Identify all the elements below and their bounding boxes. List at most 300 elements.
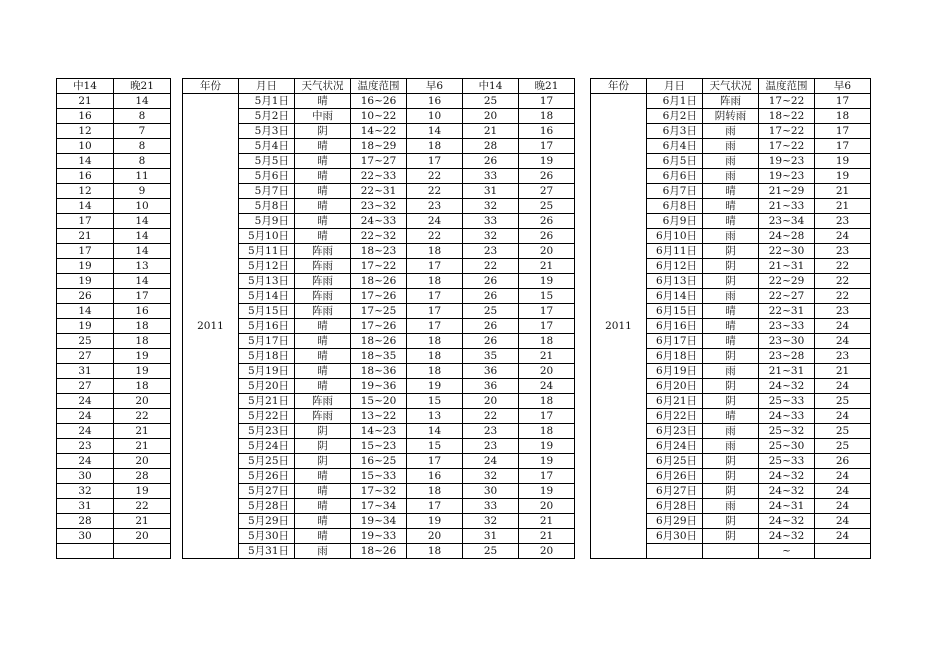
table-row [57,544,171,559]
cell-morning-6 [815,544,871,559]
table-row [183,229,575,244]
cell-date: 6月19日 [647,364,703,379]
cell-temp-range: 22~31 [351,184,407,199]
table-row [57,199,171,214]
cell-morning-6: 18 [407,274,463,289]
cell-morning-6: 24 [815,319,871,334]
cell-weather: 阴 [703,469,759,484]
table-row [183,169,575,184]
cell-date: 5月17日 [239,334,295,349]
cell-temp-range: 18~35 [351,349,407,364]
cell-weather: 阴 [703,454,759,469]
cell-evening-21: 26 [519,229,575,244]
cell-date: 6月21日 [647,394,703,409]
table-row [183,109,575,124]
cell-date: 5月16日 [239,319,295,334]
table-row [183,409,575,424]
table-row [183,259,575,274]
cell-weather: 晴 [703,334,759,349]
header-cell: 温度范围 [351,79,407,94]
cell-date: 5月12日 [239,259,295,274]
cell-date: 5月7日 [239,184,295,199]
cell-temp-range: 22~32 [351,229,407,244]
cell-temp-range: 24~32 [759,379,815,394]
header-cell: 中14 [57,79,114,94]
table-row [57,349,171,364]
cell-morning-6: 22 [407,169,463,184]
header-cell: 中14 [463,79,519,94]
cell-afternoon-14: 23 [463,424,519,439]
cell-morning-6: 18 [407,349,463,364]
cell-afternoon-14: 21 [57,94,114,109]
cell-weather: 雨 [295,544,351,559]
cell-morning-6: 14 [407,124,463,139]
cell-morning-6: 16 [407,469,463,484]
cell-afternoon-14: 32 [463,514,519,529]
cell-morning-6: 18 [407,139,463,154]
cell-weather: 晴 [703,184,759,199]
cell-date: 5月13日 [239,274,295,289]
cell-date: 6月29日 [647,514,703,529]
table-row [57,424,171,439]
cell-afternoon-14: 32 [463,199,519,214]
cell-date: 5月23日 [239,424,295,439]
cell-weather: 阴 [295,439,351,454]
cell-morning-6: 24 [815,409,871,424]
cell-afternoon-14: 20 [463,109,519,124]
cell-afternoon-14: 32 [463,469,519,484]
cell-evening-21: 11 [114,169,171,184]
cell-temp-range: 16~25 [351,454,407,469]
table-row [183,244,575,259]
cell-weather: 晴 [295,154,351,169]
cell-evening-21: 21 [519,529,575,544]
cell-afternoon-14: 23 [57,439,114,454]
cell-afternoon-14 [57,544,114,559]
cell-afternoon-14: 14 [57,304,114,319]
table-row [57,259,171,274]
cell-morning-6: 22 [407,229,463,244]
cell-morning-6: 23 [815,304,871,319]
cell-evening-21: 20 [114,529,171,544]
cell-weather: 阵雨 [295,394,351,409]
cell-weather: 晴 [295,499,351,514]
cell-date: 6月22日 [647,409,703,424]
cell-afternoon-14: 33 [463,499,519,514]
table-row [57,214,171,229]
cell-weather: 阵雨 [703,94,759,109]
table-row [183,499,575,514]
table-row [57,139,171,154]
cell-evening-21: 17 [519,304,575,319]
cell-afternoon-14: 17 [57,214,114,229]
cell-afternoon-14: 21 [463,124,519,139]
cell-afternoon-14: 10 [57,139,114,154]
cell-temp-range: 21~29 [759,184,815,199]
cell-weather: 雨 [703,169,759,184]
table-row [57,484,171,499]
cell-date: 5月2日 [239,109,295,124]
cell-afternoon-14: 36 [463,379,519,394]
cell-date: 5月29日 [239,514,295,529]
table-row [183,529,575,544]
cell-year: 2011 [183,94,239,559]
table-afternoon-evening-left [56,78,171,559]
header-cell: 早6 [407,79,463,94]
header-cell: 晚21 [114,79,171,94]
cell-weather: 晴 [703,409,759,424]
cell-date: 5月26日 [239,469,295,484]
cell-afternoon-14: 14 [57,154,114,169]
cell-weather: 晴 [295,169,351,184]
cell-date: 5月24日 [239,439,295,454]
table-row [183,469,575,484]
cell-afternoon-14: 24 [57,409,114,424]
cell-weather: 晴 [295,214,351,229]
cell-evening-21: 25 [519,199,575,214]
cell-temp-range: 18~26 [351,544,407,559]
cell-weather: 晴 [295,364,351,379]
cell-weather: 雨 [703,424,759,439]
cell-evening-21: 18 [114,319,171,334]
cell-evening-21: 21 [114,439,171,454]
cell-weather: 阵雨 [295,289,351,304]
cell-morning-6: 17 [407,319,463,334]
cell-afternoon-14: 33 [463,214,519,229]
cell-date: 5月25日 [239,454,295,469]
cell-date: 6月25日 [647,454,703,469]
cell-evening-21: 20 [519,364,575,379]
cell-morning-6: 22 [815,274,871,289]
table-row [183,514,575,529]
cell-afternoon-14: 19 [57,274,114,289]
cell-date: 6月26日 [647,469,703,484]
cell-date: 5月9日 [239,214,295,229]
cell-temp-range: 24~31 [759,499,815,514]
cell-date: 6月12日 [647,259,703,274]
cell-temp-range: 17~22 [759,139,815,154]
cell-afternoon-14: 27 [57,349,114,364]
header-cell: 晚21 [519,79,575,94]
cell-afternoon-14: 26 [57,289,114,304]
cell-date: 5月6日 [239,169,295,184]
cell-temp-range: 17~27 [351,154,407,169]
cell-weather: 阴 [703,529,759,544]
cell-morning-6: 24 [407,214,463,229]
cell-afternoon-14: 24 [57,424,114,439]
cell-evening-21 [114,544,171,559]
table-row [57,394,171,409]
cell-temp-range: 18~22 [759,109,815,124]
table-row [57,94,171,109]
cell-afternoon-14: 32 [463,229,519,244]
cell-evening-21: 21 [114,514,171,529]
cell-temp-range: 19~23 [759,154,815,169]
cell-afternoon-14: 31 [57,499,114,514]
header-cell: 年份 [591,79,647,94]
cell-date: 5月3日 [239,124,295,139]
cell-weather: 晴 [295,529,351,544]
cell-morning-6: 23 [815,244,871,259]
cell-evening-21: 20 [114,454,171,469]
cell-temp-range: 17~26 [351,289,407,304]
cell-temp-range: 22~29 [759,274,815,289]
table-row [183,199,575,214]
table-row [57,289,171,304]
cell-afternoon-14: 24 [57,394,114,409]
header-cell: 天气状况 [703,79,759,94]
cell-weather: 雨 [703,139,759,154]
cell-weather: 阴 [295,124,351,139]
header-cell: 温度范围 [759,79,815,94]
cell-date: 6月6日 [647,169,703,184]
header-cell: 月日 [647,79,703,94]
cell-weather: 阴 [703,394,759,409]
cell-afternoon-14: 23 [463,244,519,259]
cell-evening-21: 19 [519,154,575,169]
cell-morning-6: 13 [407,409,463,424]
cell-morning-6: 24 [815,529,871,544]
cell-evening-21: 18 [114,379,171,394]
cell-date: 5月20日 [239,379,295,394]
cell-date: 5月31日 [239,544,295,559]
cell-temp-range: 23~32 [351,199,407,214]
table-row [183,544,575,559]
cell-temp-range: 15~33 [351,469,407,484]
table-row [57,439,171,454]
cell-evening-21: 8 [114,109,171,124]
cell-evening-21: 19 [114,484,171,499]
table-row [183,304,575,319]
cell-evening-21: 17 [519,409,575,424]
cell-evening-21: 26 [519,214,575,229]
cell-morning-6: 21 [815,199,871,214]
cell-evening-21: 20 [519,544,575,559]
cell-weather: 阴 [295,424,351,439]
cell-evening-21: 14 [114,229,171,244]
header-row [591,79,871,94]
table-row [183,379,575,394]
cell-afternoon-14: 26 [463,154,519,169]
cell-temp-range: 10~22 [351,109,407,124]
cell-temp-range: 17~34 [351,499,407,514]
cell-morning-6: 24 [815,469,871,484]
cell-morning-6: 22 [407,184,463,199]
cell-weather: 雨 [703,154,759,169]
cell-morning-6: 10 [407,109,463,124]
cell-morning-6: 19 [407,514,463,529]
cell-temp-range: 14~22 [351,124,407,139]
cell-morning-6: 21 [815,364,871,379]
table-row [57,154,171,169]
cell-temp-range: 19~33 [351,529,407,544]
cell-temp-range: 17~32 [351,484,407,499]
cell-date: 6月3日 [647,124,703,139]
cell-afternoon-14: 16 [57,169,114,184]
cell-weather: 阵雨 [295,244,351,259]
cell-temp-range: 24~32 [759,514,815,529]
cell-afternoon-14: 20 [463,394,519,409]
table-row [183,124,575,139]
cell-weather: 晴 [295,379,351,394]
cell-temp-range: 17~22 [759,94,815,109]
cell-weather: 雨 [703,289,759,304]
cell-temp-range: 22~27 [759,289,815,304]
table-row [57,334,171,349]
cell-afternoon-14: 33 [463,169,519,184]
cell-date: 6月11日 [647,244,703,259]
cell-evening-21: 28 [114,469,171,484]
cell-date: 6月14日 [647,289,703,304]
cell-temp-range: 25~33 [759,394,815,409]
cell-weather: 阴 [703,349,759,364]
cell-temp-range: 24~28 [759,229,815,244]
table-row [57,109,171,124]
cell-evening-21: 20 [519,244,575,259]
cell-date: 5月15日 [239,304,295,319]
cell-temp-range: 22~30 [759,244,815,259]
header-cell: 天气状况 [295,79,351,94]
cell-afternoon-14: 12 [57,124,114,139]
cell-evening-21: 10 [114,199,171,214]
cell-evening-21: 16 [114,304,171,319]
table-row [183,214,575,229]
cell-temp-range: 23~33 [759,319,815,334]
cell-afternoon-14: 14 [57,199,114,214]
cell-evening-21: 14 [114,274,171,289]
cell-morning-6: 24 [815,379,871,394]
table-row [183,349,575,364]
cell-morning-6: 21 [815,184,871,199]
cell-morning-6: 24 [815,484,871,499]
cell-evening-21: 19 [114,349,171,364]
cell-afternoon-14: 26 [463,319,519,334]
table-row [183,274,575,289]
cell-afternoon-14: 36 [463,364,519,379]
cell-evening-21: 14 [114,94,171,109]
cell-temp-range: 15~23 [351,439,407,454]
cell-evening-21: 20 [519,499,575,514]
cell-evening-21: 19 [114,364,171,379]
cell-evening-21: 27 [519,184,575,199]
cell-weather: 晴 [295,469,351,484]
cell-weather: 晴 [295,349,351,364]
cell-weather: 雨 [703,229,759,244]
cell-date: 5月28日 [239,499,295,514]
cell-evening-21: 17 [114,289,171,304]
table-row [57,229,171,244]
cell-weather: 阴 [295,454,351,469]
cell-weather: 雨 [703,439,759,454]
cell-date: 5月27日 [239,484,295,499]
header-cell: 月日 [239,79,295,94]
cell-afternoon-14: 25 [57,334,114,349]
table-row [183,94,575,109]
table-row [57,379,171,394]
table-row [183,139,575,154]
cell-afternoon-14: 24 [57,454,114,469]
table-row [57,244,171,259]
cell-morning-6: 25 [815,424,871,439]
table-row [183,154,575,169]
cell-weather: 晴 [295,199,351,214]
cell-date: 6月28日 [647,499,703,514]
cell-afternoon-14: 22 [463,259,519,274]
cell-morning-6: 14 [407,424,463,439]
cell-date: 5月22日 [239,409,295,424]
cell-date: 6月23日 [647,424,703,439]
cell-temp-range: 19~36 [351,379,407,394]
cell-temp-range: 21~31 [759,364,815,379]
cell-afternoon-14: 19 [57,259,114,274]
cell-temp-range: 19~34 [351,514,407,529]
cell-temp-range: 17~25 [351,304,407,319]
cell-weather [703,544,759,559]
cell-morning-6: 20 [407,529,463,544]
cell-morning-6: 16 [407,94,463,109]
cell-temp-range: 23~34 [759,214,815,229]
cell-morning-6: 22 [815,289,871,304]
table-row [183,424,575,439]
cell-evening-21: 19 [519,454,575,469]
cell-afternoon-14: 31 [57,364,114,379]
table-row [183,484,575,499]
cell-date: 6月27日 [647,484,703,499]
cell-date: 6月13日 [647,274,703,289]
cell-evening-21: 21 [114,424,171,439]
cell-afternoon-14: 16 [57,109,114,124]
cell-temp-range: 18~26 [351,274,407,289]
cell-temp-range: 17~22 [351,259,407,274]
table-june-2011 [590,78,871,559]
cell-temp-range: ~ [759,544,815,559]
cell-temp-range: 25~32 [759,424,815,439]
cell-temp-range: 18~29 [351,139,407,154]
cell-temp-range: 15~20 [351,394,407,409]
cell-morning-6: 18 [815,109,871,124]
cell-weather: 阴 [703,259,759,274]
cell-temp-range: 18~23 [351,244,407,259]
cell-afternoon-14: 32 [57,484,114,499]
cell-morning-6: 17 [407,259,463,274]
cell-date: 5月4日 [239,139,295,154]
table-row [183,439,575,454]
cell-evening-21: 24 [519,379,575,394]
cell-temp-range: 16~26 [351,94,407,109]
cell-afternoon-14: 23 [463,439,519,454]
header-row [183,79,575,94]
cell-temp-range: 17~22 [759,124,815,139]
cell-date [647,544,703,559]
cell-afternoon-14: 12 [57,184,114,199]
cell-date: 6月20日 [647,379,703,394]
cell-date: 6月1日 [647,94,703,109]
cell-weather: 晴 [703,304,759,319]
cell-weather: 晴 [295,184,351,199]
cell-weather: 晴 [703,319,759,334]
cell-afternoon-14: 17 [57,244,114,259]
table-row [57,409,171,424]
cell-weather: 晴 [295,139,351,154]
cell-afternoon-14: 30 [57,469,114,484]
cell-afternoon-14: 31 [463,529,519,544]
cell-afternoon-14: 22 [463,409,519,424]
cell-evening-21: 19 [519,274,575,289]
cell-evening-21: 22 [114,409,171,424]
table-row [183,319,575,334]
cell-date: 6月5日 [647,154,703,169]
header-cell: 早6 [815,79,871,94]
